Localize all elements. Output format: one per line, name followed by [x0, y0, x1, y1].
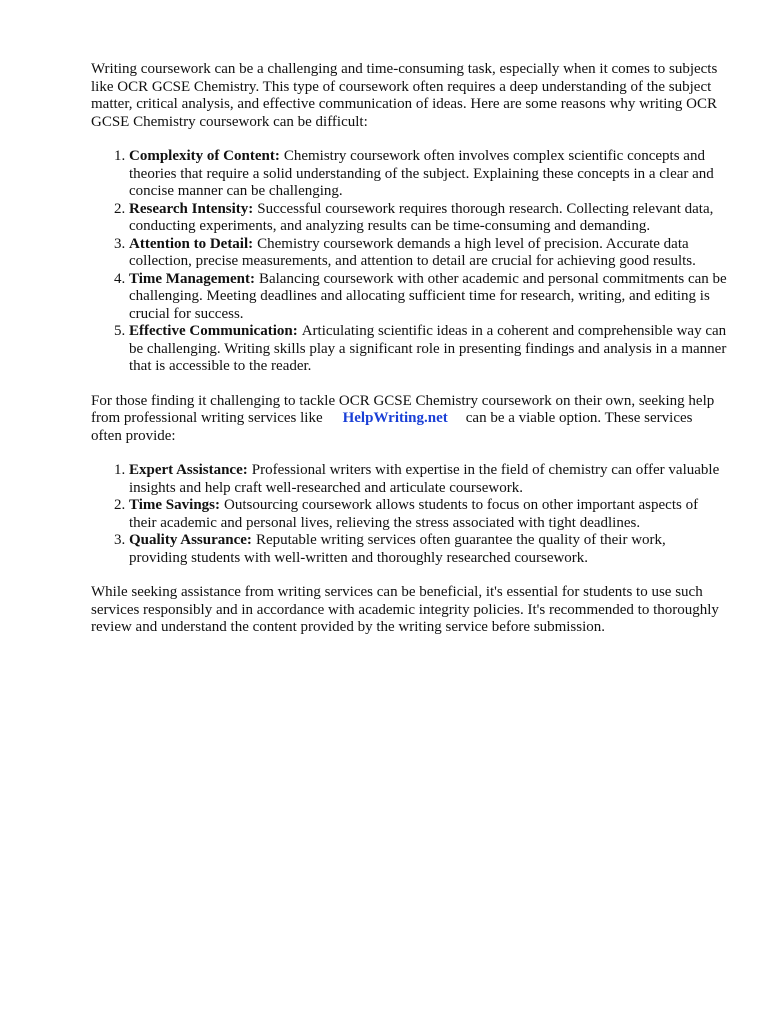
services-paragraph [91, 393, 727, 446]
list-item [129, 236, 727, 271]
list-item-text: Balancing coursework with other academic and personal commitments can be challenging. Meeting deadlines and allocating sufficient time for research, writing, and editing is crucial for success. [129, 270, 727, 322]
list-item [129, 532, 727, 567]
list-item-text: Chemistry coursework often involves complex scientific concepts and theories that require a solid understanding of the subject. Explaining these concepts in a clear and concise manner can be challenging. [129, 148, 714, 199]
list-item [129, 323, 727, 376]
list-item [129, 497, 727, 532]
list-item [129, 271, 727, 324]
list-item-term: Expert Assistance: [129, 462, 248, 478]
list-item [129, 462, 727, 497]
services-text-before: For those finding it challenging to tackle OCR GCSE Chemistry coursework on their own, seeking help from professional writing services like [91, 392, 715, 426]
list-item-term: Effective Communication: [129, 323, 298, 339]
list-item [129, 201, 727, 236]
list-item-text: Reputable writing services often guarantee the quality of their work, providing students with well-written and thoroughly researched coursework. [129, 532, 666, 566]
list-item-text: Professional writers with expertise in the field of chemistry can offer valuable insights and help craft well-researched and articulate coursework. [129, 462, 720, 496]
list-item-term: Time Savings: [129, 497, 220, 513]
list-item-text: Outsourcing coursework allows students to focus on other important aspects of their academic and personal lives, relieving the stress associated with tight deadlines. [129, 497, 699, 531]
services-text-after: can be a viable option. These services often provide: [91, 410, 693, 444]
benefits-list [91, 462, 727, 567]
list-item-term: Attention to Detail: [129, 235, 254, 252]
closing-paragraph: While seeking assistance from writing services can be beneficial, it's essential for students to use such services responsibly and in accordance with academic integrity policies. It's recommended to thoroughly review and understand the content provided by the writing service before submission. [91, 584, 719, 635]
list-item-text: Articulating scientific ideas in a coherent and comprehensible way can be challenging. Writing skills play a significant role in presenting findings and analysis in a manner that is accessible to the reader. [129, 323, 727, 374]
list-item-text: Chemistry coursework demands a high level of precision. Accurate data collection, precise measurements, and attention to detail are crucial for achieving good results. [129, 235, 696, 269]
list-item-term: Time Management: [129, 270, 255, 287]
reasons-list [91, 148, 727, 376]
helpwriting-link[interactable]: HelpWriting.net [342, 410, 448, 426]
list-item-text: Successful coursework requires thorough research. Collecting relevant data, conducting experiments, and analyzing results can be time-consuming and demanding. [129, 200, 714, 234]
list-item-term: Complexity of Content: [129, 148, 280, 164]
list-item [129, 148, 727, 201]
list-item-term: Research Intensity: [129, 200, 254, 217]
intro-paragraph: Writing coursework can be a challenging and time-consuming task, especially when it comes to subjects like OCR GCSE Chemistry. This type of coursework often requires a deep understanding of the subject matter, critical analysis, and effective communication of ideas. Here are some reasons why writing OCR GCSE Chemistry coursework can be difficult: [91, 61, 718, 130]
list-item-term: Quality Assurance: [129, 532, 252, 548]
document-page [91, 61, 727, 637]
